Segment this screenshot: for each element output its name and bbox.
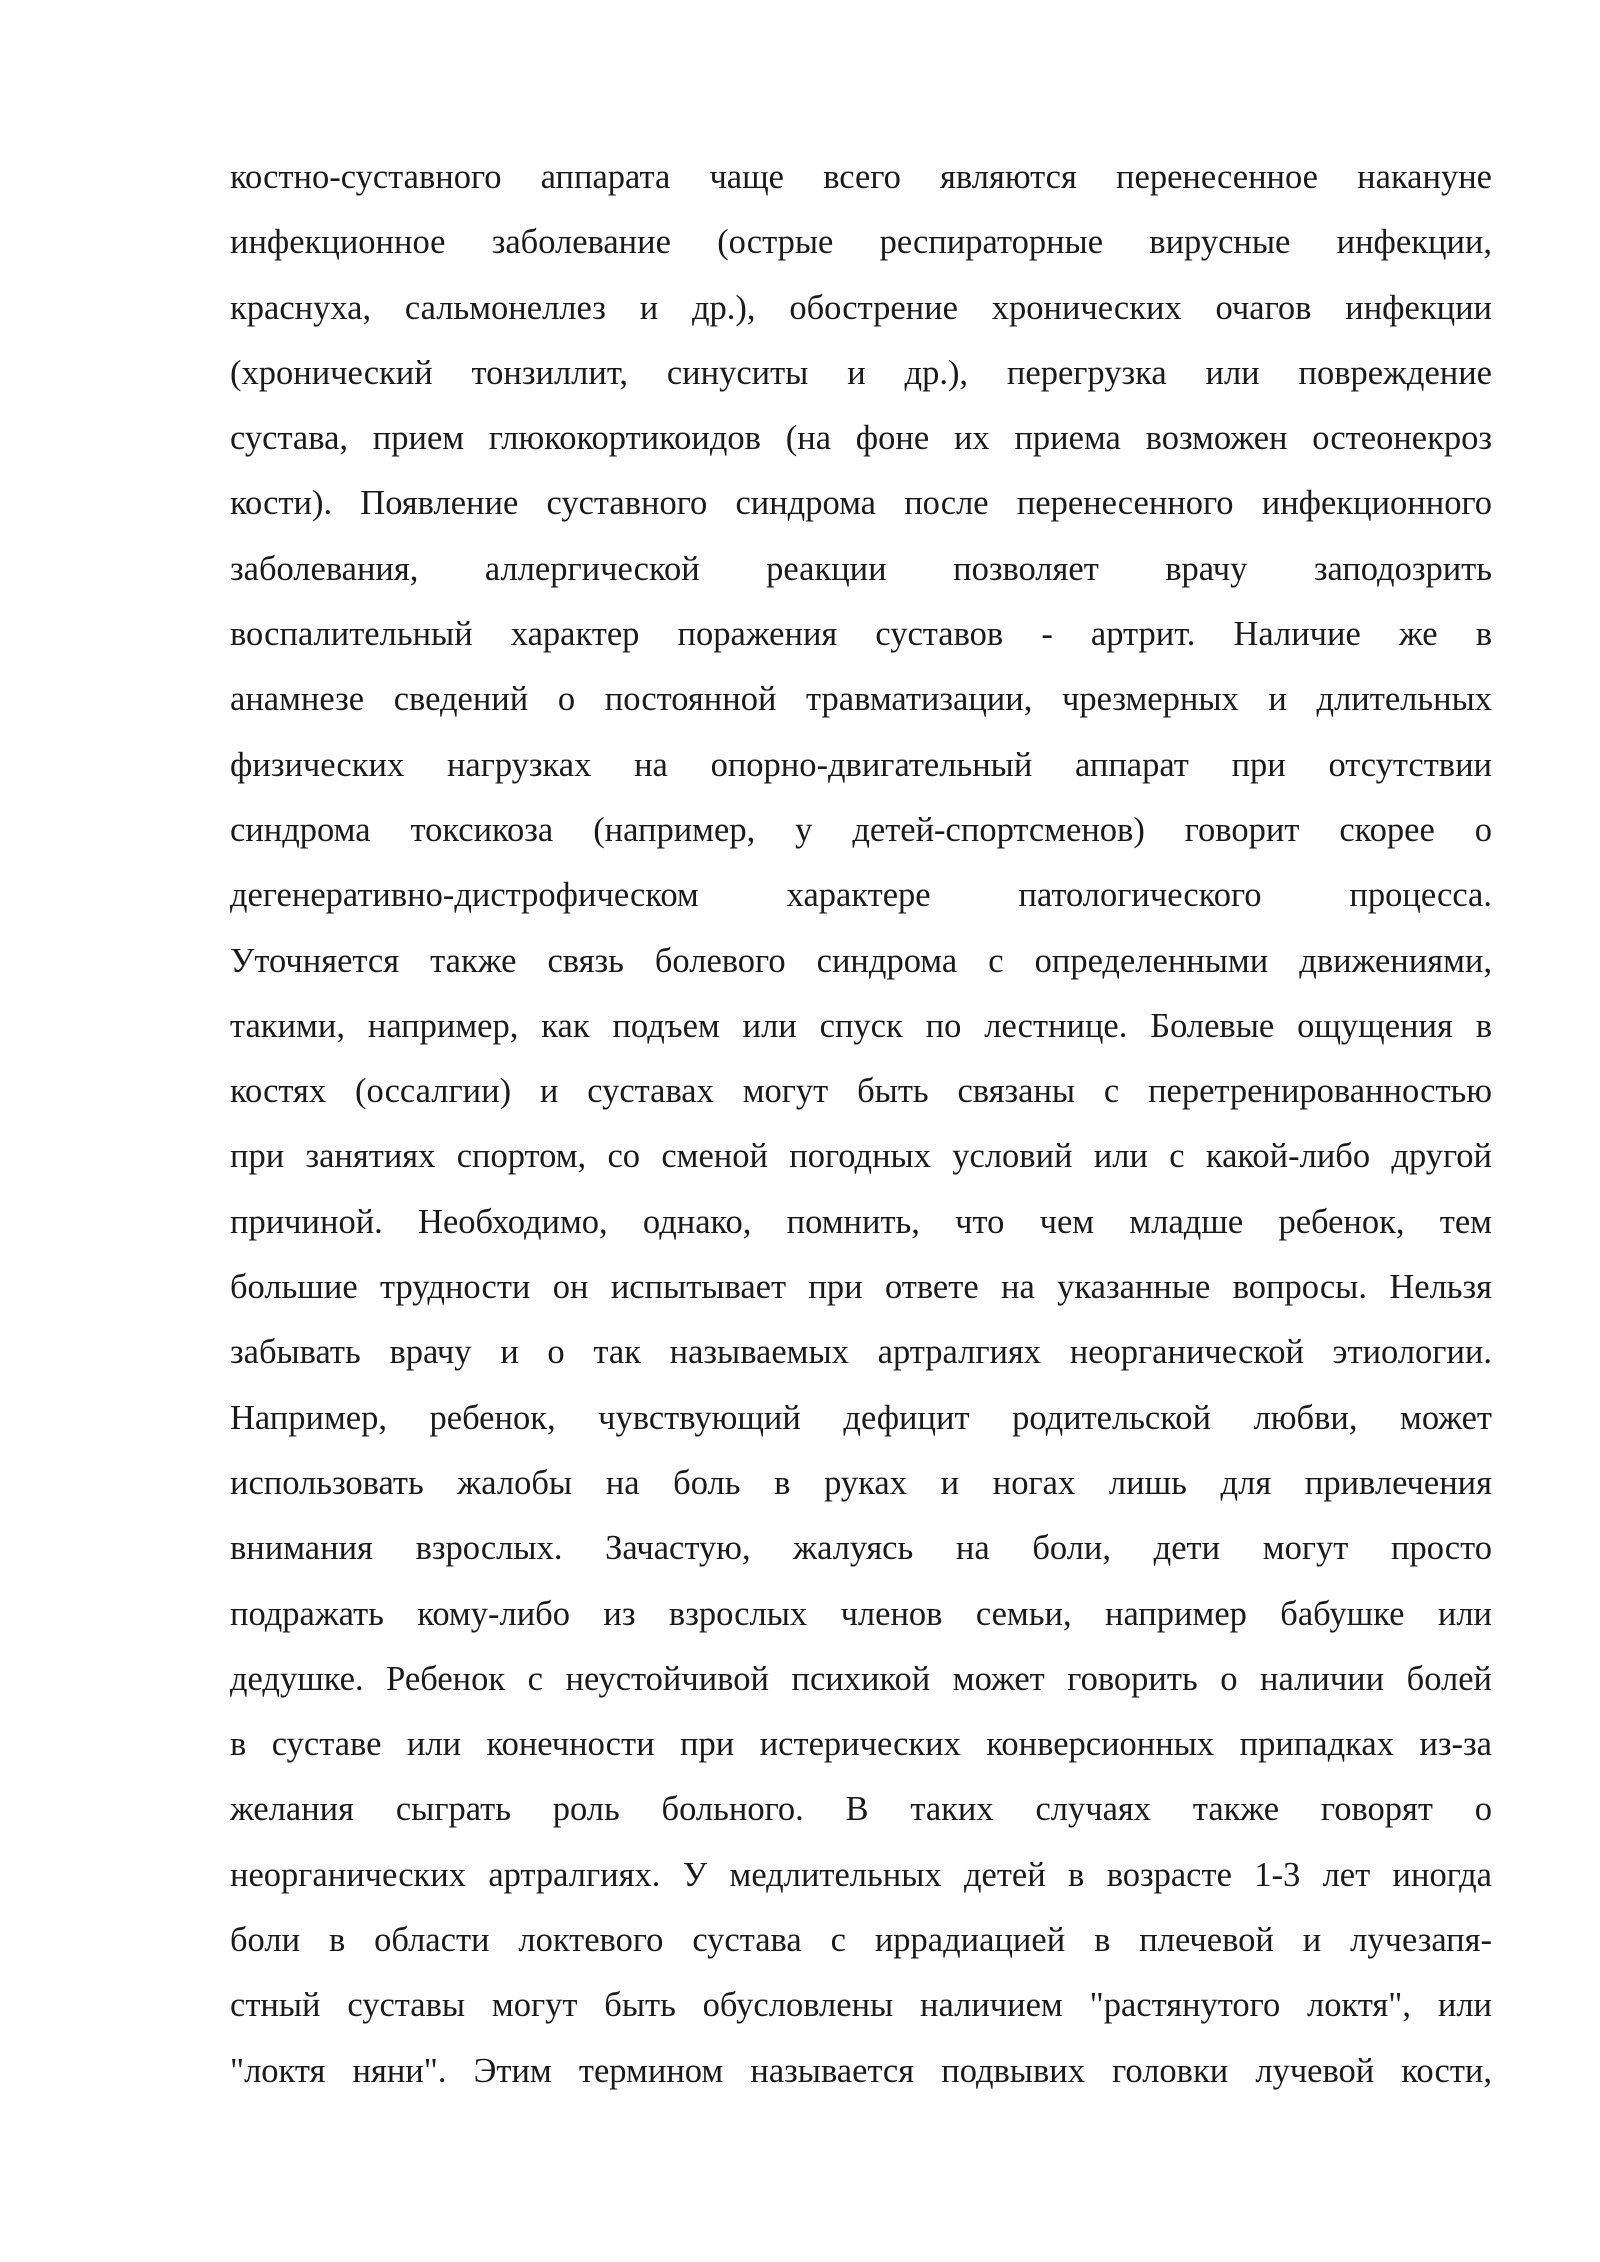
text-line: боли в области локтевого сустава с иррадиацией в плечевой и лучезапя- <box>230 1921 1492 1960</box>
text-line: такими, например, как подъем или спуск по лестнице. Болевые ощущения в <box>230 1006 1492 1045</box>
text-line: использовать жалобы на боль в руках и ногах лишь для привлечения <box>230 1463 1492 1502</box>
text-line: сустава, прием глюкокортикоидов (на фоне их приема возможен остеонекроз <box>230 419 1492 458</box>
text-line: желания сыграть роль больного. В таких случаях также говорят о <box>230 1790 1492 1829</box>
text-line: стный суставы могут быть обусловлены наличием "растянутого локтя", или <box>230 1986 1492 2025</box>
text-line: воспалительный характер поражения суставов - артрит. Наличие же в <box>230 615 1492 654</box>
text-line: забывать врачу и о так называемых артралгиях неорганической этиологии. <box>230 1333 1492 1372</box>
text-line: физических нагрузках на опорно-двигательный аппарат при отсутствии <box>230 745 1492 784</box>
text-line: внимания взрослых. Зачастую, жалуясь на боли, дети могут просто <box>230 1529 1492 1568</box>
text-line: неорганических артралгиях. У медлительных детей в возрасте 1-3 лет иногда <box>230 1855 1492 1894</box>
text-line: инфекционное заболевание (острые респираторные вирусные инфекции, <box>230 223 1492 262</box>
text-line: в суставе или конечности при истерических конверсионных припадках из-за <box>230 1725 1492 1764</box>
text-line: подражать кому-либо из взрослых членов семьи, например бабушке или <box>230 1594 1492 1633</box>
text-line: костях (оссалгии) и суставах могут быть связаны с перетренированностью <box>230 1072 1492 1111</box>
text-line: костно-суставного аппарата чаще всего являются перенесенное накануне <box>230 158 1492 196</box>
text-line: дедушке. Ребенок с неустойчивой психикой может говорить о наличии болей <box>230 1659 1492 1698</box>
text-line: синдрома токсикоза (например, у детей-спортсменов) говорит скорее о <box>230 810 1492 849</box>
text-line: анамнезе сведений о постоянной травматизации, чрезмерных и длительных <box>230 680 1492 719</box>
text-line: при занятиях спортом, со сменой погодных условий или с какой-либо другой <box>230 1137 1492 1176</box>
text-line: большие трудности он испытывает при ответе на указанные вопросы. Нельзя <box>230 1268 1492 1307</box>
text-line: (хронический тонзиллит, синуситы и др.), перегрузка или повреждение <box>230 353 1492 392</box>
text-line: заболевания, аллергической реакции позволяет врачу заподозрить <box>230 549 1492 588</box>
text-line: краснуха, сальмонеллез и др.), обострение хронических очагов инфекции <box>230 288 1492 327</box>
text-line: Например, ребенок, чувствующий дефицит родительской любви, может <box>230 1398 1492 1437</box>
text-line: "локтя няни". Этим термином называется подвывих головки лучевой кости, <box>230 2051 1492 2090</box>
text-line: дегенеративно-дистрофическом характере патологического процесса. <box>230 876 1492 915</box>
text-line: Уточняется также связь болевого синдрома с определенными движениями, <box>230 941 1492 980</box>
text-line: кости). Появление суставного синдрома после перенесенного инфекционного <box>230 484 1492 523</box>
text-line: причиной. Необходимо, однако, помнить, что чем младше ребенок, тем <box>230 1202 1492 1241</box>
body-text <box>230 148 1492 2107</box>
